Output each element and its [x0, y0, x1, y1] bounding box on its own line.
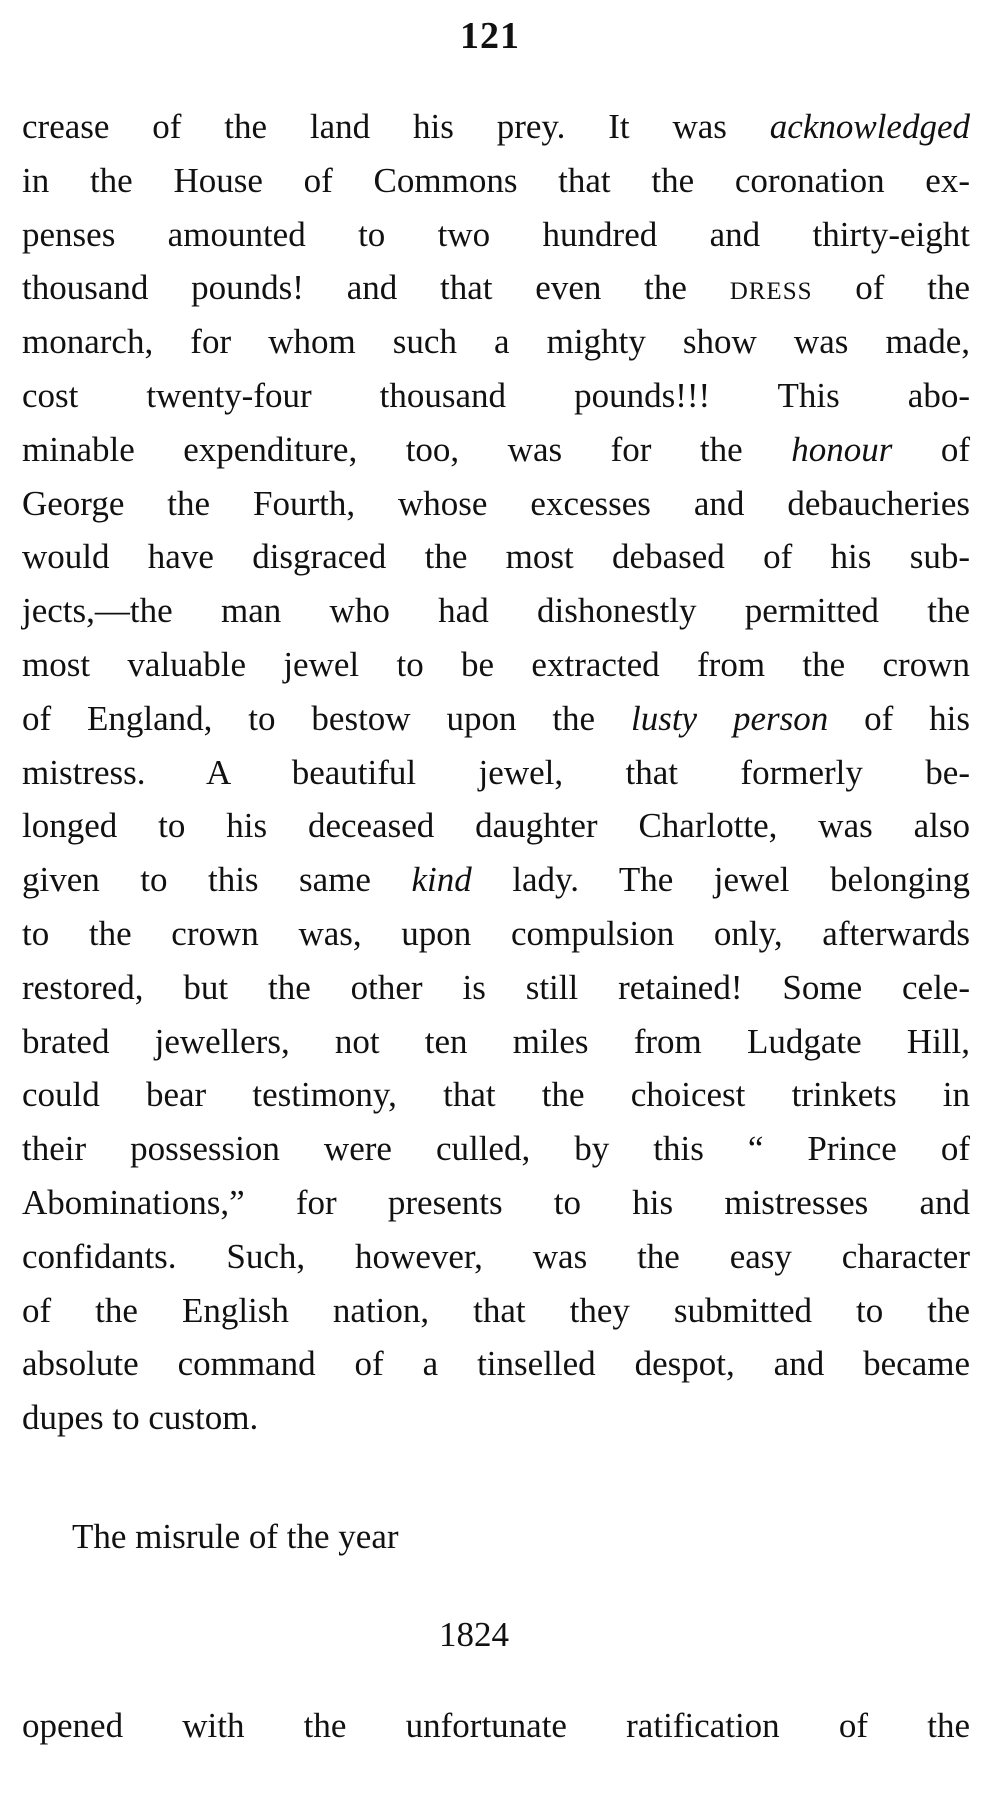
text-run: of — [892, 429, 970, 469]
text-run: of his — [828, 698, 970, 738]
text-run: of England, to bestow upon the — [22, 698, 631, 738]
text-run: given to this same — [22, 860, 412, 900]
text-run: monarch, for whom such a mighty show was made, — [22, 322, 970, 362]
text-line — [22, 692, 970, 746]
paragraph-body — [22, 100, 970, 1445]
text-line — [22, 853, 970, 907]
text-run: restored, but the other is still retained! Some cele- — [22, 967, 970, 1007]
paragraph-opening: The misrule of the year — [72, 1517, 399, 1556]
text-run: most valuable jewel to be extracted from the crown — [22, 644, 970, 684]
text-line — [22, 423, 970, 477]
text-run: could bear testimony, that the choicest trinkets in — [22, 1075, 970, 1115]
text-run: longed to his deceased daughter Charlotte, was also — [22, 806, 970, 846]
italic-text: honour — [791, 429, 893, 469]
text-run: confidants. Such, however, was the easy character — [22, 1236, 970, 1276]
text-line — [22, 208, 970, 262]
text-run: jects,—the man who had dishonestly permitted the — [22, 591, 970, 631]
text-line — [22, 1015, 970, 1069]
text-line — [22, 530, 970, 584]
italic-text: kind — [411, 860, 472, 900]
text-run: mistress. A beautiful jewel, that formerly be- — [22, 752, 970, 792]
text-line — [22, 477, 970, 531]
text-run: would have disgraced the most debased of his sub- — [22, 537, 970, 577]
year-heading: 1824 — [439, 1615, 509, 1654]
text-line — [22, 1230, 970, 1284]
text-run: cost twenty-four thousand pounds!!! This abo- — [22, 375, 970, 415]
text-run: Abominations,” for presents to his mistresses and — [22, 1182, 970, 1222]
text-run: penses amounted to two hundred and thirty-eight — [22, 214, 970, 254]
text-run: lady. The jewel belonging — [471, 860, 970, 900]
text-line — [22, 907, 970, 961]
text-run: crease of the land his prey. It was — [22, 107, 770, 146]
text-line — [22, 584, 970, 638]
text-run: of the English nation, that they submitted to the — [22, 1290, 970, 1330]
text-line — [22, 1068, 970, 1122]
text-run: their possession were culled, by this “ Prince of — [22, 1129, 970, 1169]
text-line — [22, 638, 970, 692]
page-number: 121 — [460, 15, 520, 57]
text-line — [22, 315, 970, 369]
text-line — [22, 1284, 970, 1338]
text-run: thousand pounds! and that even the — [22, 268, 730, 308]
text-line — [22, 369, 970, 423]
text-run: to the crown was, upon compulsion only, afterwards — [22, 913, 970, 953]
text-run: absolute command of a tinselled despot, and became — [22, 1344, 970, 1384]
text-line — [22, 1337, 970, 1391]
text-run: in the House of Commons that the coronation ex- — [22, 160, 970, 200]
paragraph-continuation: opened with the unfortunate ratification of the — [22, 1706, 970, 1745]
text-line — [22, 1391, 970, 1445]
text-run: of the — [812, 268, 970, 308]
text-run: dupes to custom. — [22, 1398, 259, 1438]
text-run: George the Fourth, whose excesses and debaucheries — [22, 483, 970, 523]
text-line — [22, 100, 970, 154]
text-line — [22, 961, 970, 1015]
text-run: minable expenditure, too, was for the — [22, 429, 792, 469]
text-line — [22, 1176, 970, 1230]
italic-text: acknowledged — [769, 107, 970, 146]
italic-text: lusty person — [630, 698, 829, 738]
text-line — [22, 799, 970, 853]
text-line — [22, 261, 970, 315]
text-run: brated jewellers, not ten miles from Ludgate Hill, — [22, 1021, 970, 1061]
small-caps-text: dress — [729, 268, 813, 308]
text-line — [22, 154, 970, 208]
text-line — [22, 1122, 970, 1176]
text-line — [22, 746, 970, 800]
